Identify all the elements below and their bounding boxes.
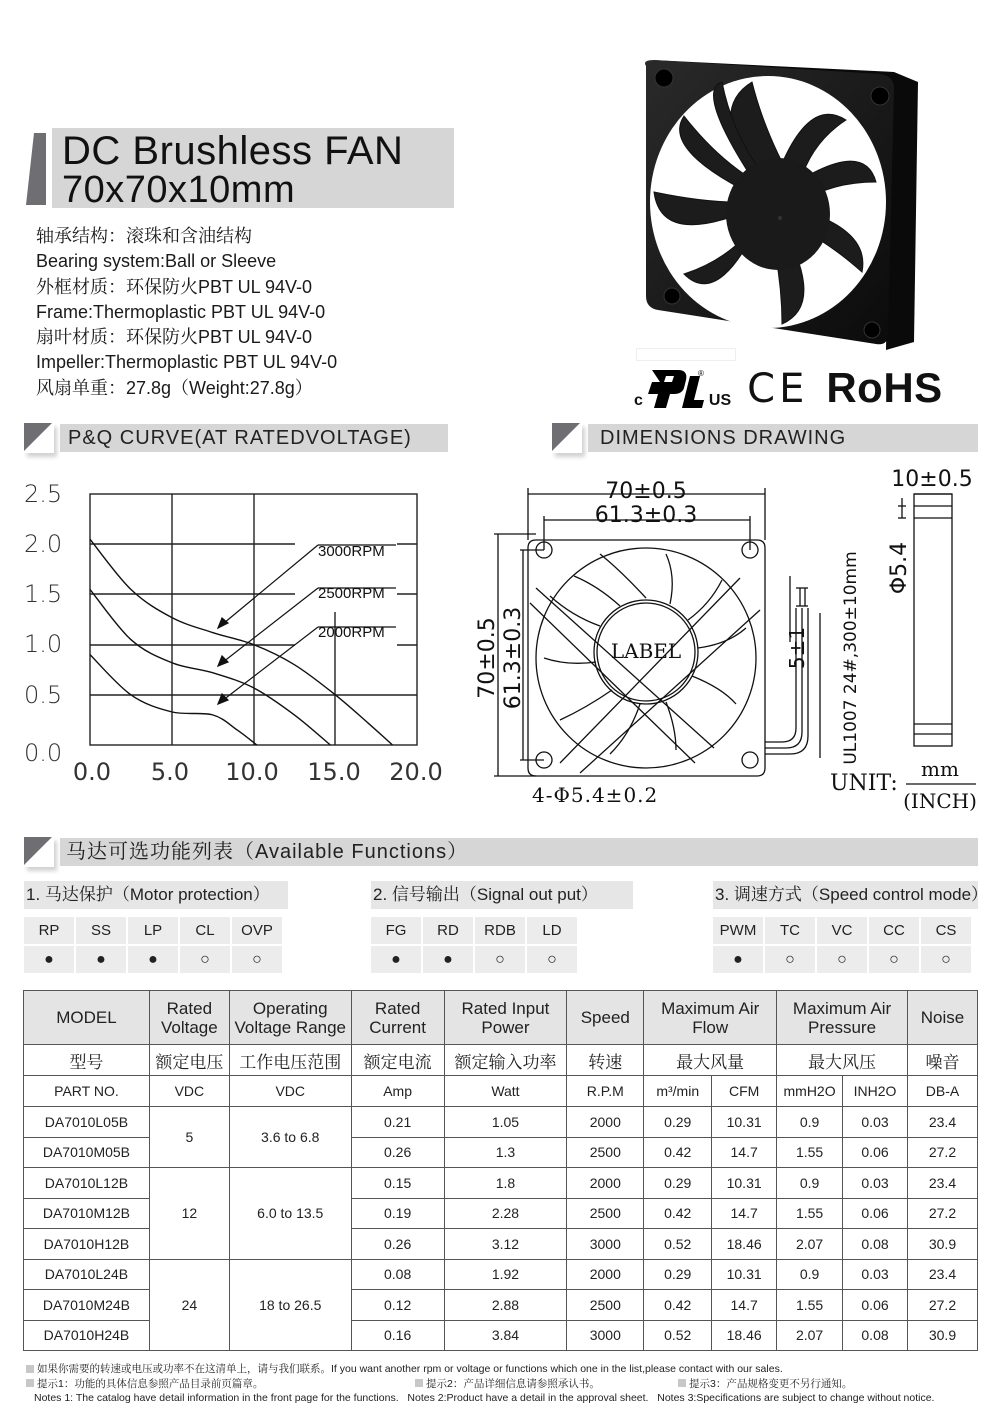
function-code-vc: VC	[817, 917, 867, 944]
spec-frame-cn: 外框材质：环保防火PBT UL 94V-0	[36, 276, 313, 297]
cell-flow-cfm: 18.46	[712, 1229, 777, 1260]
curve-2000rpm	[90, 655, 257, 745]
bullet-square-icon	[415, 1379, 423, 1387]
cell-op-range: 3.6 to 6.8	[229, 1107, 351, 1168]
empty-circle-icon: ○	[252, 950, 262, 968]
empty-circle-icon: ○	[785, 950, 795, 968]
fan-product-photo	[632, 52, 922, 352]
dim-unit-mm: mm	[921, 757, 959, 781]
cell-speed: 2000	[567, 1107, 644, 1138]
note-tip1-cn: 提示1：功能的具体信息参照产品目录前页篇章。	[37, 1377, 264, 1390]
page-title: DC Brushless FAN	[62, 129, 404, 173]
empty-circle-icon: ○	[547, 950, 557, 968]
col-rated-voltage: Rated Voltage	[149, 991, 229, 1045]
bullet-square-icon	[678, 1379, 686, 1387]
col-rated-current: Rated Current	[351, 991, 444, 1045]
spec-frame-en: Frame:Thermoplastic PBT UL 94V-0	[36, 301, 326, 322]
cell-model: DA7010M24B	[24, 1290, 150, 1321]
svg-text:1.0: 1.0	[24, 630, 63, 658]
function-support-mark-cs	[921, 946, 971, 973]
dim-label-text: LABEL	[610, 639, 682, 663]
function-group-signal-output	[371, 881, 633, 973]
cell-flow-m3: 0.42	[644, 1137, 712, 1168]
cell-model: DA7010M12B	[24, 1198, 150, 1229]
cell-noise: 23.4	[907, 1107, 977, 1138]
empty-circle-icon: ○	[495, 950, 505, 968]
section-corner-icon	[552, 423, 582, 453]
function-support-mark-ovp	[232, 946, 282, 973]
empty-circle-icon: ○	[941, 950, 951, 968]
function-support-mark-rp	[24, 946, 74, 973]
function-code-rdb: RDB	[475, 917, 525, 944]
svg-text:15.0: 15.0	[307, 758, 361, 786]
cell-pressure-mm: 2.07	[777, 1320, 843, 1351]
cell-model: DA7010L24B	[24, 1259, 150, 1290]
cell-power: 1.3	[444, 1137, 567, 1168]
chart-grid	[90, 494, 417, 745]
cell-speed: 2500	[567, 1137, 644, 1168]
filled-dot-icon: ●	[44, 950, 54, 968]
empty-circle-icon: ○	[837, 950, 847, 968]
dimensions-drawing	[470, 458, 1000, 818]
cell-current: 0.26	[351, 1229, 444, 1260]
function-group-title: 1. 马达保护（Motor protection）	[24, 881, 288, 909]
cell-flow-cfm: 10.31	[712, 1259, 777, 1290]
function-group-speed-control	[713, 881, 989, 973]
function-group-title: 3. 调速方式（Speed control mode）	[713, 881, 978, 909]
cell-current: 0.08	[351, 1259, 444, 1290]
svg-text:0.0: 0.0	[24, 739, 63, 767]
cell-pressure-in: 0.06	[843, 1137, 908, 1168]
legend-3000rpm: 3000RPM	[318, 543, 385, 560]
function-group-motor-protection	[24, 881, 288, 973]
spec-impeller-en: Impeller:Thermoplastic PBT UL 94V-0	[36, 352, 338, 373]
cell-model: DA7010M05B	[24, 1137, 150, 1168]
function-code-rp: RP	[24, 917, 74, 944]
cell-noise: 27.2	[907, 1137, 977, 1168]
dim-height-outer: 70±0.5	[475, 617, 500, 699]
dim-height-holes: 61.3±0.3	[501, 606, 526, 710]
cell-model: DA7010L12B	[24, 1168, 150, 1199]
cell-power: 3.84	[444, 1320, 567, 1351]
cell-power: 3.12	[444, 1229, 567, 1260]
cell-noise: 30.9	[907, 1229, 977, 1260]
y-axis-ticks	[24, 480, 62, 767]
col-speed: Speed	[567, 991, 644, 1045]
function-code-ld: LD	[527, 917, 577, 944]
legend-2000rpm: 2000RPM	[318, 624, 385, 641]
spec-bearing-cn: 轴承结构：滚珠和含油结构	[36, 226, 252, 246]
dim-width-outer: 70±0.5	[605, 479, 687, 504]
function-code-lp: LP	[128, 917, 178, 944]
function-support-mark-vc	[817, 946, 867, 973]
cell-model: DA7010L05B	[24, 1107, 150, 1138]
cell-flow-cfm: 18.46	[712, 1320, 777, 1351]
bullet-square-icon	[26, 1379, 34, 1387]
svg-text:1.5: 1.5	[24, 580, 63, 608]
dim-width-holes: 61.3±0.3	[594, 503, 698, 528]
filled-dot-icon: ●	[96, 950, 106, 968]
cell-model: DA7010H12B	[24, 1229, 150, 1260]
page-subtitle-size: 70x70x10mm	[62, 169, 296, 211]
cell-speed: 2500	[567, 1290, 644, 1321]
section-title: 马达可选功能列表（Available Functions）	[66, 841, 469, 863]
cell-rated-voltage: 5	[149, 1107, 229, 1168]
function-support-mark-pwm	[713, 946, 763, 973]
curve-2500rpm	[90, 589, 330, 745]
function-code-pwm: PWM	[713, 917, 763, 944]
svg-text:10.0: 10.0	[225, 758, 279, 786]
cell-speed: 3000	[567, 1229, 644, 1260]
section-header-pq-curve	[24, 423, 448, 453]
cell-pressure-mm: 0.9	[777, 1107, 843, 1138]
svg-text:®: ®	[697, 369, 704, 378]
spec-bearing-en: Bearing system:Ball or Sleeve	[36, 251, 277, 272]
function-support-mark-cl	[180, 946, 230, 973]
table-units-row: PART NO. VDC VDC Amp Watt R.P.M m³/min CFM mmH2O INH2O DB-A	[24, 1076, 978, 1107]
section-corner-icon	[24, 423, 54, 453]
cell-speed: 2500	[567, 1198, 644, 1229]
cell-pressure-mm: 1.55	[777, 1137, 843, 1168]
x-axis-ticks	[73, 758, 443, 786]
function-code-cc: CC	[869, 917, 919, 944]
function-support-mark-cc	[869, 946, 919, 973]
function-support-mark-tc	[765, 946, 815, 973]
svg-text:2.5: 2.5	[24, 480, 63, 508]
cell-flow-m3: 0.29	[644, 1259, 712, 1290]
cell-power: 2.28	[444, 1198, 567, 1229]
section-header-functions	[24, 837, 978, 867]
cell-noise: 27.2	[907, 1198, 977, 1229]
ul-us-mark: US	[708, 392, 732, 409]
cell-flow-m3: 0.52	[644, 1229, 712, 1260]
cell-speed: 2000	[567, 1259, 644, 1290]
cell-flow-cfm: 14.7	[712, 1137, 777, 1168]
cell-speed: 3000	[567, 1320, 644, 1351]
dim-wire-spec: UL1007 24#,300±10mm	[841, 551, 861, 765]
function-support-mark-fg	[371, 946, 421, 973]
cell-pressure-in: 0.06	[843, 1198, 908, 1229]
rohs-mark: RoHS	[826, 364, 943, 411]
function-code-fg: FG	[371, 917, 421, 944]
cell-pressure-in: 0.08	[843, 1229, 908, 1260]
cell-speed: 2000	[567, 1168, 644, 1199]
col-noise: Noise	[907, 991, 977, 1045]
empty-circle-icon: ○	[889, 950, 899, 968]
cell-model: DA7010H24B	[24, 1320, 150, 1351]
cell-flow-m3: 0.42	[644, 1290, 712, 1321]
table-row	[24, 1259, 978, 1290]
function-support-mark-ss	[76, 946, 126, 973]
cell-pressure-mm: 0.9	[777, 1259, 843, 1290]
cell-pressure-in: 0.03	[843, 1107, 908, 1138]
function-support-mark-lp	[128, 946, 178, 973]
cell-pressure-mm: 2.07	[777, 1229, 843, 1260]
cell-noise: 27.2	[907, 1290, 977, 1321]
section-corner-icon	[24, 837, 54, 867]
svg-text:0.5: 0.5	[24, 681, 63, 709]
ul-c-mark: c	[634, 392, 643, 409]
dim-hole-spec: 4-Φ5.4±0.2	[532, 783, 659, 807]
title-accent-slash	[26, 133, 46, 205]
cell-power: 1.92	[444, 1259, 567, 1290]
spec-impeller-cn: 扇叶材质：环保防火PBT UL 94V-0	[36, 327, 313, 348]
footer-notes	[26, 1362, 934, 1406]
curve-3000rpm	[90, 539, 392, 745]
cell-current: 0.19	[351, 1198, 444, 1229]
cell-op-range: 18 to 26.5	[229, 1259, 351, 1351]
certification-logos	[634, 362, 943, 410]
note-tip3-cn: 提示3：产品规格变更不另行通知。	[689, 1377, 853, 1390]
legend-2500rpm: 2500RPM	[318, 585, 385, 602]
cell-pressure-in: 0.08	[843, 1320, 908, 1351]
filled-dot-icon: ●	[443, 950, 453, 968]
function-code-tc: TC	[765, 917, 815, 944]
dim-lead-strip: 5±1	[785, 626, 809, 670]
cell-pressure-in: 0.03	[843, 1259, 908, 1290]
cell-flow-cfm: 10.31	[712, 1107, 777, 1138]
col-model: MODEL	[24, 991, 150, 1045]
cell-noise: 30.9	[907, 1320, 977, 1351]
spec-list	[36, 224, 337, 401]
table-row	[24, 1168, 978, 1199]
function-support-mark-rdb	[475, 946, 525, 973]
cell-op-range: 6.0 to 13.5	[229, 1168, 351, 1260]
cell-current: 0.15	[351, 1168, 444, 1199]
function-code-cs: CS	[921, 917, 971, 944]
pq-curve-chart	[0, 470, 470, 800]
section-header-dimensions	[552, 423, 978, 453]
note-2-en: Notes 2:Product have a detail in the approval sheet.	[407, 1392, 649, 1404]
function-code-rd: RD	[423, 917, 473, 944]
note-tip2-cn: 提示2：产品详细信息请参照承认书。	[426, 1377, 600, 1390]
table-row	[24, 1107, 978, 1138]
dim-unit-label: UNIT:	[830, 771, 898, 796]
function-support-mark-ld	[527, 946, 577, 973]
filled-dot-icon: ●	[148, 950, 158, 968]
table-header-row-en	[24, 991, 978, 1045]
function-code-ovp: OVP	[232, 917, 282, 944]
section-title: P&Q CURVE(AT RATEDVOLTAGE)	[68, 427, 412, 449]
note-contact: 如果你需要的转速或电压或功率不在这清单上，请与我们联系。If you want another rpm or voltage or functions which one in the list,please contact with our sales.	[37, 1363, 783, 1375]
svg-text:2.0: 2.0	[24, 530, 63, 558]
cell-current: 0.12	[351, 1290, 444, 1321]
dim-unit-inch: (INCH)	[903, 789, 977, 813]
cell-current: 0.21	[351, 1107, 444, 1138]
note-3-en: Notes 3:Specifications are subject to change without notice.	[657, 1392, 935, 1404]
col-rated-power: Rated Input Power	[444, 991, 567, 1045]
filled-dot-icon: ●	[391, 950, 401, 968]
function-code-cl: CL	[180, 917, 230, 944]
dim-hole-diameter: Φ5.4	[887, 541, 912, 595]
col-op-range: Operating Voltage Range	[229, 991, 351, 1045]
chart-curves	[90, 539, 392, 745]
cell-power: 2.88	[444, 1290, 567, 1321]
cell-flow-m3: 0.52	[644, 1320, 712, 1351]
cell-flow-cfm: 14.7	[712, 1198, 777, 1229]
col-air-pressure: Maximum Air Pressure	[777, 991, 908, 1045]
note-1-en: Notes 1: The catalog have detail information in the front page for the functions.	[34, 1392, 399, 1404]
cell-flow-cfm: 10.31	[712, 1168, 777, 1199]
cell-pressure-in: 0.03	[843, 1168, 908, 1199]
cell-current: 0.26	[351, 1137, 444, 1168]
section-title: DIMENSIONS DRAWING	[600, 427, 847, 449]
col-air-flow: Maximum Air Flow	[644, 991, 777, 1045]
cell-flow-cfm: 14.7	[712, 1290, 777, 1321]
spec-weight: 风扇单重：27.8g（Weight:27.8g）	[36, 377, 313, 398]
cell-current: 0.16	[351, 1320, 444, 1351]
cell-rated-voltage: 24	[149, 1259, 229, 1351]
filled-dot-icon: ●	[733, 950, 743, 968]
cell-flow-m3: 0.42	[644, 1198, 712, 1229]
cell-pressure-mm: 1.55	[777, 1290, 843, 1321]
cell-noise: 23.4	[907, 1168, 977, 1199]
cell-pressure-mm: 0.9	[777, 1168, 843, 1199]
function-code-ss: SS	[76, 917, 126, 944]
svg-text:0.0: 0.0	[72, 758, 112, 786]
ul-logo-icon	[644, 368, 708, 410]
cert-placeholder-box	[636, 348, 736, 361]
cell-pressure-in: 0.06	[843, 1290, 908, 1321]
function-support-mark-rd	[423, 946, 473, 973]
svg-text:20.0: 20.0	[389, 758, 443, 786]
specifications-table	[23, 990, 978, 1351]
svg-text:5.0: 5.0	[150, 758, 190, 786]
cell-rated-voltage: 12	[149, 1168, 229, 1260]
cell-flow-m3: 0.29	[644, 1107, 712, 1138]
dim-thickness: 10±0.5	[891, 467, 973, 492]
cell-power: 1.05	[444, 1107, 567, 1138]
function-group-title: 2. 信号输出（Signal out put）	[371, 881, 633, 909]
empty-circle-icon: ○	[200, 950, 210, 968]
cell-power: 1.8	[444, 1168, 567, 1199]
cell-noise: 23.4	[907, 1259, 977, 1290]
table-header-row-cn: 型号 额定电压 工作电压范围 额定电流 额定输入功率 转速 最大风量 最大风压 噪音	[24, 1045, 978, 1076]
cell-flow-m3: 0.29	[644, 1168, 712, 1199]
ce-mark: CE	[747, 366, 809, 412]
bullet-square-icon	[26, 1365, 34, 1373]
cell-pressure-mm: 1.55	[777, 1198, 843, 1229]
